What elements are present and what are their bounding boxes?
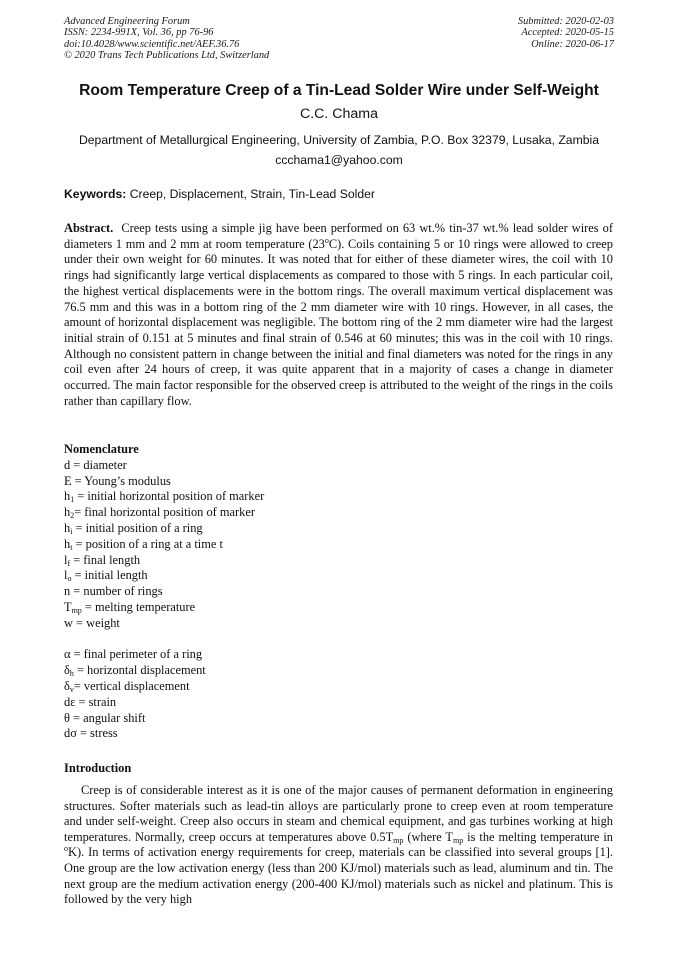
nomenclature-item-6 [64,553,264,569]
intro-sub-mp-1: mp [393,835,404,845]
nomenclature-definition: = melting temperature [81,599,196,614]
submission-dates [518,16,614,50]
nomenclature-definition: = final perimeter of a ring [70,647,203,662]
nomenclature-definition: = initial position of a ring [72,520,203,535]
online-date: Online: 2020-06-17 [531,38,614,50]
nomenclature-definition: = vertical displacement [73,678,190,693]
nomenclature-definition: = final length [70,552,141,567]
introduction-paragraph [64,783,613,908]
nomenclature-symbol: dσ [64,726,77,741]
author-name: C.C. Chama [299,106,379,122]
intro-degree-sup: o [64,844,68,854]
nomenclature-item-3 [64,505,264,521]
nomenclature-heading: Nomenclature [64,442,139,456]
nomenclature-symbol: h [64,505,71,520]
nomenclature-definition: = diameter [70,457,127,472]
nomenclature-subscript: 2 [70,511,75,521]
journal-copyright: © 2020 Trans Tech Publications Ltd, Switzerland [64,50,270,62]
abstract-label: Abstract. [64,221,114,235]
abstract-text-1: Creep tests using a simple jig have been performed on 63 wt.% tin-37 wt.% lead solder wires of diameters 1 mm and 2 mm at room temperature (23 [64,221,614,251]
nomenclature-item-8 [64,584,264,600]
nomenclature-subscript: f [67,558,71,568]
nomenclature-subscript: mp [71,605,82,615]
nomenclature-symbol: E [64,473,72,488]
nomenclature-item-4 [64,521,264,537]
nomenclature-definition: = horizontal displacement [73,663,206,678]
nomenclature-symbol: θ [64,710,70,725]
nomenclature-symbol: h [64,489,71,504]
submitted-date: Submitted: 2020-02-03 [517,16,614,27]
nomenclature-subscript: v [69,684,74,694]
nomenclature-greek-item-0 [64,647,264,663]
nomenclature-symbol: α [64,647,71,662]
nomenclature-definition: = position of a ring at a time t [72,536,223,551]
nomenclature-definition: = Young’s modulus [71,473,171,488]
abstract-degree-sup: o [324,235,329,245]
nomenclature-symbol: T [64,599,72,614]
nomenclature-definition: = final horizontal position of marker [74,505,255,520]
nomenclature-spacer [64,632,264,648]
intro-text-3: is the melting temperature in [463,829,613,844]
nomenclature-symbol: n [64,584,71,599]
journal-info [64,16,269,62]
nomenclature-list [64,458,264,632]
keywords-label: Keywords: [64,187,127,201]
nomenclature-subscript: 1 [70,495,75,505]
nomenclature-symbol: l [64,568,68,583]
nomenclature-definition: = stress [76,726,118,741]
intro-text-1: Creep is of considerable interest as it is one of the major causes of permanent deformation in engineering structures. Softer materials such as lead-tin alloys are particularly prone to creep even at room temperature and under self-weight. Creep also occurs in steam and chemical equipment, and gas turbines working at high temperatures. Normally, creep occurs at temperatures above 0.5T [64,783,613,844]
nomenclature-item-2 [64,489,264,505]
nomenclature-subscript: o [67,574,72,584]
nomenclature-symbol: h [64,536,71,551]
intro-text-2: (where T [403,829,454,844]
nomenclature-definition: = number of rings [70,584,163,599]
keywords-line [64,187,375,201]
intro-text-4: K). In terms of activation energy requirements for creep, materials can be classified into several groups [1]. One group are the low activation energy (less than 200 KJ/mol) materials such as lead, aluminum and tin. The next group are the medium activation energy (200-400 KJ/mol) materials such as nickel and platinum. This is followed by the very high [64,845,613,907]
journal-issn: ISSN: 2234-991X, Vol. 36, pp 76-96 [64,27,214,39]
abstract-text-2: C). Coils containing 5 or 10 rings were allowed to creep under their own weight for 60 minutes. It was noted that for either of these diameter wires, the coil with 10 rings had significantly large vertical displacements as compared to those with 5 rings. In each particular coil, the highest vertical displacements were in the bottom rings. The overall maximum vertical displacement was 76.5 mm and this was in a bottom ring of the 2 mm diameter wire with 10 rings. However, in all cases, the amount of horizontal displacement was negligible. The bottom ring of the 2 mm diameter wire had the largest initial strain of 0.151 at 5 minutes and final strain of 0.546 at 60 minutes; this was in the coil with 10 rings. Although no consistent pattern in change between the initial and final diameters was noted for the rings in any coil even after 24 hours of creep, it was quite apparent that in a majority of cases a change in diameter occurred. The main factor responsible for the observed creep is attributed to the weight of the rings in the coils rather than capillary flow. [64,236,613,408]
nomenclature-greek-item-2 [64,679,264,695]
nomenclature-symbol: h [64,520,71,535]
nomenclature-symbol: l [64,552,68,567]
nomenclature-greek-item-4 [64,711,264,727]
nomenclature-greek-item-1 [64,663,264,679]
paper-title: Room Temperature Creep of a Tin-Lead Solder Wire under Self-Weight [79,82,599,99]
nomenclature-greek-list [64,647,264,742]
nomenclature-item-1 [64,474,264,490]
nomenclature-subscript: h [69,669,74,679]
nomenclature-definition: = strain [75,694,117,709]
nomenclature-definition: = initial horizontal position of marker [74,489,265,504]
nomenclature-symbol: d [64,457,71,472]
nomenclature-item-9 [64,600,264,616]
author-email[interactable]: ccchama1@yahoo.com [275,153,403,167]
nomenclature-item-7 [64,568,264,584]
nomenclature-subscript: t [70,542,73,552]
accepted-date: Accepted: 2020-05-15 [521,27,614,39]
journal-doi[interactable]: doi:10.4028/www.scientific.net/AEF.36.76 [64,38,240,50]
nomenclature-greek-item-5 [64,726,264,742]
nomenclature-symbol: δ [64,663,70,678]
nomenclature-symbol: δ [64,678,70,693]
keywords-text: Creep, Displacement, Strain, Tin-Lead Solder [129,187,375,201]
nomenclature-item-0 [64,458,264,474]
nomenclature-definition: = weight [72,615,120,630]
journal-name: Advanced Engineering Forum [64,16,190,27]
author-affiliation: Department of Metallurgical Engineering, University of Zambia, P.O. Box 32379, Lusaka, Zambia [78,133,600,147]
nomenclature-greek-item-3 [64,695,264,711]
nomenclature [64,442,264,742]
nomenclature-definition: = angular shift [69,710,146,725]
nomenclature-item-10 [64,616,264,632]
abstract [64,221,613,409]
nomenclature-item-5 [64,537,264,553]
introduction-heading: Introduction [64,761,132,775]
nomenclature-symbol: w [64,615,73,630]
nomenclature-definition: = initial length [71,568,148,583]
intro-sub-mp-2: mp [453,835,464,845]
nomenclature-subscript: i [70,526,73,536]
nomenclature-symbol: dε [64,694,76,709]
